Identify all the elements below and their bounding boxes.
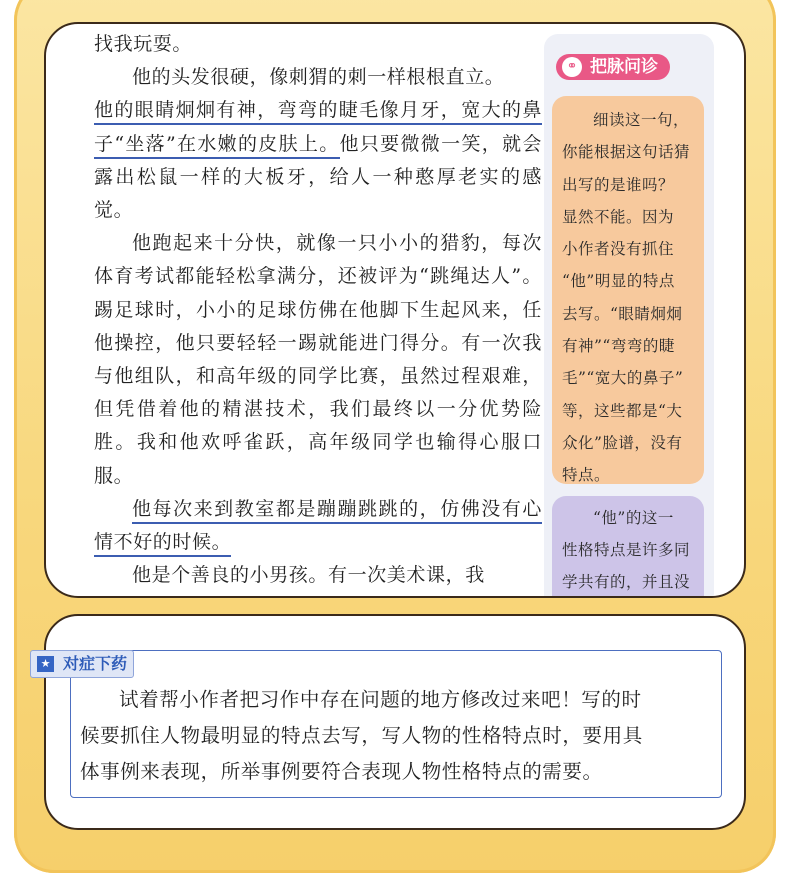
diagnosis-note-2 <box>552 496 704 598</box>
remedy-line: 试着帮小作者把习作中存在问题的地方修改过来吧！写的时 <box>119 688 642 711</box>
diagnosis-note-1 <box>552 96 704 484</box>
note1-line: 小作者没有抓住 <box>562 240 675 259</box>
note1-line: 去写。“眼睛炯炯 <box>562 304 683 323</box>
annotation-sidebar <box>544 34 714 598</box>
essay-card <box>44 22 746 598</box>
essay-paragraph-2 <box>94 94 542 227</box>
note1-line: 细读这一句， <box>593 111 690 129</box>
essay-paragraph-5: 他是个善良的小男孩。有一次美术课，我 <box>132 564 485 587</box>
underlined-sentence-1: 他的眼睛炯炯有神，弯弯的睫毛像月牙，宽大的鼻子“坐落”在水嫩的皮肤上。 <box>94 99 542 158</box>
underlined-sentence-2: 他每次来到教室都是蹦蹦跳跳的，仿佛没有心情不好的时候。 <box>94 498 542 557</box>
remedy-line: 体事例来表现，所举事例要符合表现人物性格特点的需要。 <box>80 760 603 783</box>
diagnosis-tag <box>556 54 670 80</box>
remedy-label-text: 对症下药 <box>63 654 128 673</box>
essay-paragraph-1: 他的头发很硬，像刺猬的刺一样根根直立。 <box>132 66 505 89</box>
note2-line: “他”的这一 <box>593 509 674 527</box>
remedy-text <box>80 682 712 790</box>
note1-line: 特点。 <box>562 466 611 485</box>
note2-line: 性格特点是许多同 <box>562 541 691 559</box>
note1-line: 你能根据这句话猜 <box>562 143 691 162</box>
remedy-label <box>30 650 134 678</box>
note1-line: “他”明显的特点 <box>562 272 675 291</box>
essay-text <box>94 28 542 592</box>
remedy-line: 候要抓住人物最明显的特点去写，写人物的性格特点时，要用具 <box>80 724 643 747</box>
essay-paragraph-2-rest: 他只要微微一笑，就会露出松鼠一样的大板牙，给人一种憨厚老实的感觉。 <box>94 132 542 222</box>
note1-line: 众化”脸谱，没有 <box>562 433 683 452</box>
note1-line: 有神”“弯弯的睫 <box>562 337 675 356</box>
essay-paragraph-4 <box>94 493 542 559</box>
note1-line: 等，这些都是“大 <box>562 401 683 420</box>
essay-line-0: 找我玩耍。 <box>94 33 193 55</box>
note1-line: 毛”“宽大的鼻子” <box>562 369 684 388</box>
note2-line: 学共有的，并且没 <box>562 573 691 591</box>
stethoscope-icon: ⚭ <box>562 57 582 77</box>
diagnosis-tag-label: 把脉问诊 <box>590 57 658 77</box>
essay-paragraph-3: 他跑起来十分快，就像一只小小的猎豹，每次体育考试都能轻松拿满分，还被评为“跳绳达人”。踢足球时，小小的足球仿佛在他脚下生起风来，任他操控，他只要轻轻一踢就能进门得分。有一次我与他组队，和高年级的同学比赛，虽然过程艰难，但凭借着他的精湛技术，我们最终以一分优势险胜。我和他欢呼雀跃，高年级同学也输得心服口服。 <box>94 232 542 487</box>
note1-line: 出写的是谁吗？ <box>562 175 675 194</box>
star-icon: ★ <box>37 656 54 672</box>
note1-line: 显然不能。因为 <box>562 207 675 226</box>
